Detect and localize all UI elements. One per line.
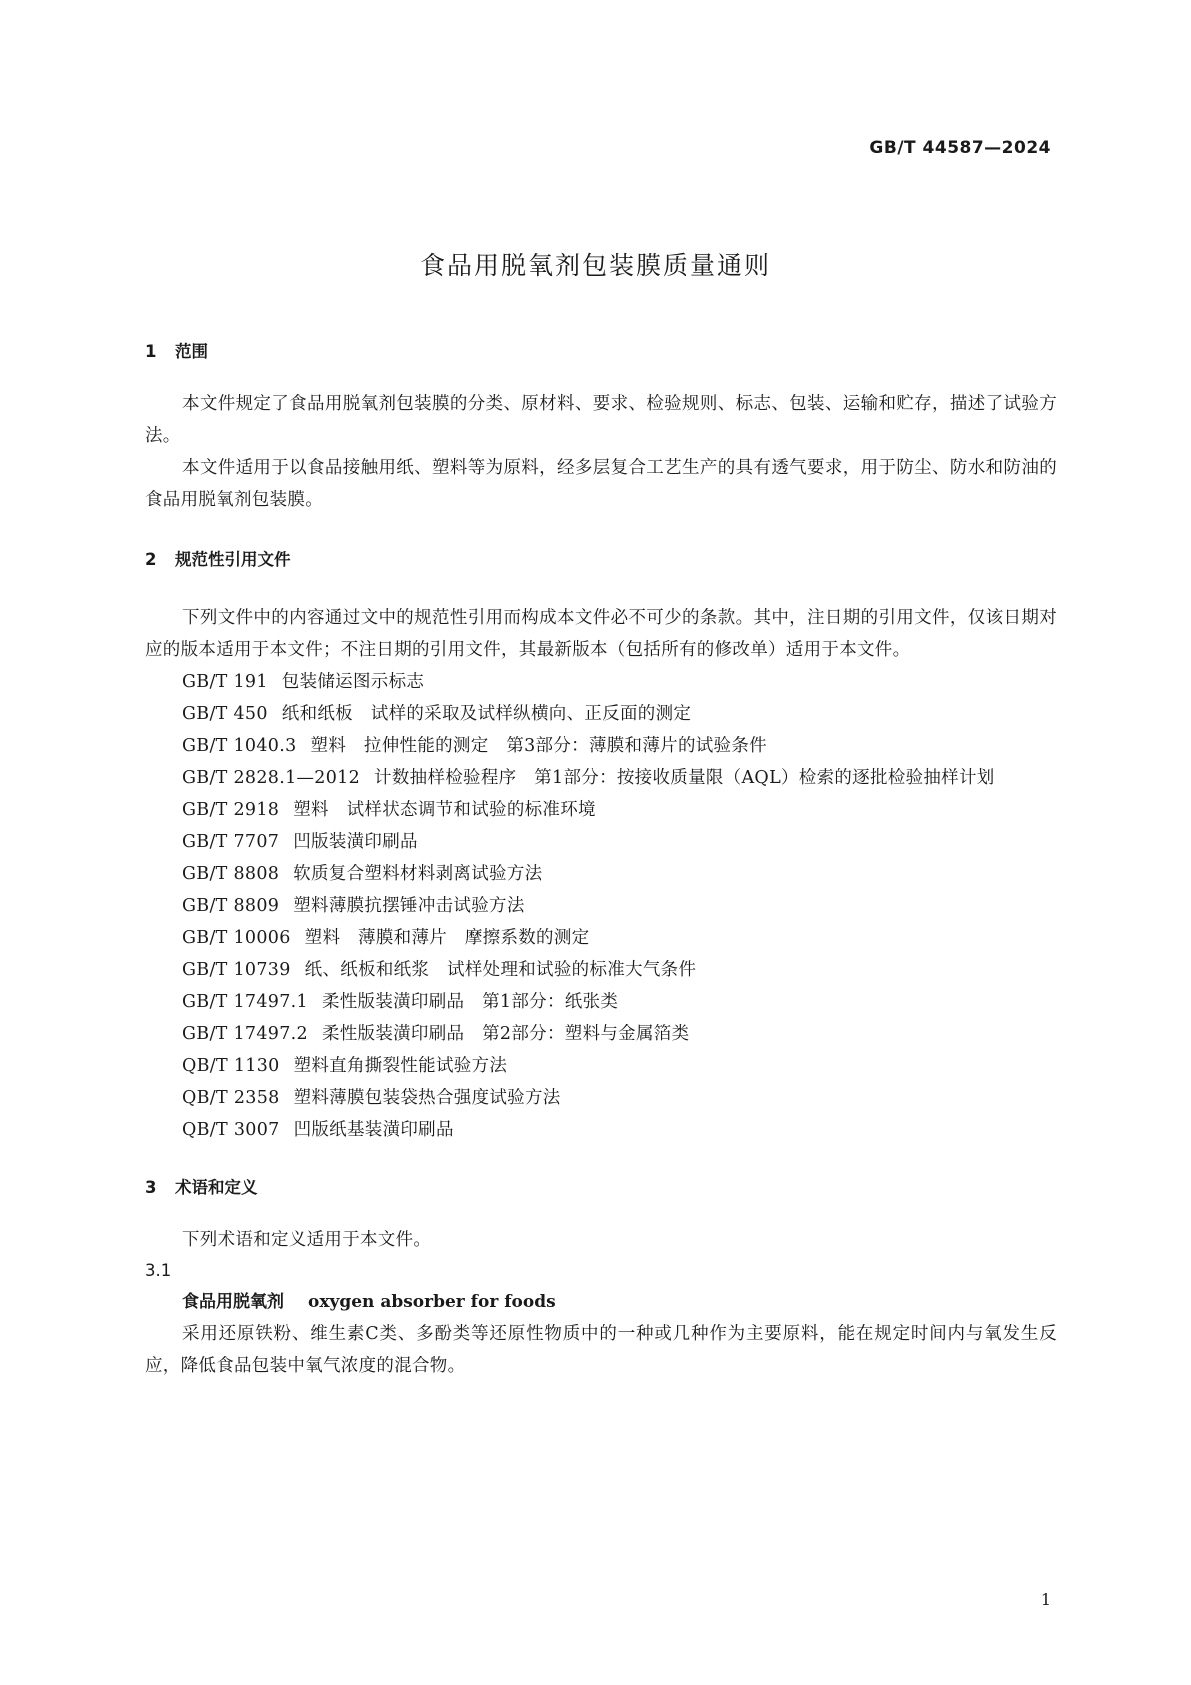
reference-item xyxy=(145,890,1057,922)
reference-title: 塑料 拉伸性能的测定 第3部分：薄膜和薄片的试验条件 xyxy=(310,736,767,756)
section-heading-normative-references xyxy=(145,548,1057,572)
section-title: 范围 xyxy=(175,342,208,361)
reference-item xyxy=(145,858,1057,890)
reference-item xyxy=(145,730,1057,762)
reference-item xyxy=(145,666,1057,698)
reference-item xyxy=(145,1050,1057,1082)
reference-item xyxy=(145,922,1057,954)
reference-code: GB/T 8808 xyxy=(182,864,280,884)
reference-code: GB/T 450 xyxy=(182,704,268,724)
reference-title: 软质复合塑料材料剥离试验方法 xyxy=(293,864,543,884)
section-title: 规范性引用文件 xyxy=(175,550,291,569)
section-title: 术语和定义 xyxy=(175,1178,258,1197)
reference-title: 塑料薄膜包装袋热合强度试验方法 xyxy=(293,1088,561,1108)
reference-title: 凹版装潢印刷品 xyxy=(293,832,418,852)
reference-item xyxy=(145,954,1057,986)
reference-title: 纸和纸板 试样的采取及试样纵横向、正反面的测定 xyxy=(281,704,692,724)
term-number: 3.1 xyxy=(145,1261,172,1280)
reference-code: GB/T 17497.1 xyxy=(182,992,308,1012)
document-title: 食品用脱氧剂包装膜质量通则 xyxy=(419,251,771,280)
scope-paragraph: 本文件规定了食品用脱氧剂包装膜的分类、原材料、要求、检验规则、标志、包装、运输和贮存，描述了试验方法。 xyxy=(145,394,1057,446)
reference-item xyxy=(145,1114,1057,1146)
reference-item xyxy=(145,826,1057,858)
document-body xyxy=(145,340,1057,1382)
reference-code: QB/T 2358 xyxy=(182,1088,280,1108)
page-number: 1 xyxy=(1040,1590,1051,1609)
reference-code: GB/T 2828.1—2012 xyxy=(182,768,361,788)
reference-code: GB/T 1040.3 xyxy=(182,736,297,756)
section-number: 1 xyxy=(145,342,157,361)
normative-refs-intro: 下列文件中的内容通过文中的规范性引用而构成本文件必不可少的条款。其中，注日期的引用文件，仅该日期对应的版本适用于本文件；不注日期的引用文件，其最新版本（包括所有的修改单）适用于本文件。 xyxy=(145,608,1057,660)
reference-item xyxy=(145,986,1057,1018)
reference-title: 柔性版装潢印刷品 第2部分：塑料与金属箔类 xyxy=(321,1024,690,1044)
term-name-en: oxygen absorber for foods xyxy=(308,1292,556,1312)
reference-item xyxy=(145,1082,1057,1114)
reference-code: GB/T 10006 xyxy=(182,928,291,948)
reference-title: 纸、纸板和纸浆 试样处理和试验的标准大气条件 xyxy=(304,960,697,980)
reference-item xyxy=(145,1018,1057,1050)
standard-number: GB/T 44587—2024 xyxy=(869,138,1051,158)
reference-title: 塑料薄膜抗摆锤冲击试验方法 xyxy=(293,896,525,916)
reference-title: 塑料 薄膜和薄片 摩擦系数的测定 xyxy=(304,928,590,948)
reference-code: GB/T 2918 xyxy=(182,800,280,820)
reference-code: GB/T 17497.2 xyxy=(182,1024,308,1044)
section-number: 2 xyxy=(145,550,157,569)
reference-code: GB/T 7707 xyxy=(182,832,280,852)
term-definition: 采用还原铁粉、维生素C类、多酚类等还原性物质中的一种或几种作为主要原料，能在规定时间内与氧发生反应，降低食品包装中氧气浓度的混合物。 xyxy=(145,1324,1057,1376)
reference-title: 凹版纸基装潢印刷品 xyxy=(293,1120,454,1140)
reference-title: 柔性版装潢印刷品 第1部分：纸张类 xyxy=(321,992,619,1012)
term-name xyxy=(145,1286,1057,1318)
section-heading-terms xyxy=(145,1176,1057,1200)
scope-paragraph: 本文件适用于以食品接触用纸、塑料等为原料，经多层复合工艺生产的具有透气要求，用于防尘、防水和防油的食品用脱氧剂包装膜。 xyxy=(145,458,1057,510)
reference-code: GB/T 191 xyxy=(182,672,268,692)
reference-code: QB/T 1130 xyxy=(182,1056,280,1076)
terms-intro: 下列术语和定义适用于本文件。 xyxy=(182,1230,432,1250)
reference-code: GB/T 10739 xyxy=(182,960,291,980)
section-heading-scope xyxy=(145,340,1057,364)
reference-code: QB/T 3007 xyxy=(182,1120,280,1140)
reference-title: 塑料 试样状态调节和试验的标准环境 xyxy=(293,800,596,820)
reference-title: 计数抽样检验程序 第1部分：按接收质量限（AQL）检索的逐批检验抽样计划 xyxy=(374,768,995,788)
reference-title: 塑料直角撕裂性能试验方法 xyxy=(293,1056,508,1076)
reference-item xyxy=(145,698,1057,730)
reference-title: 包装储运图示标志 xyxy=(281,672,425,692)
reference-item xyxy=(145,762,1057,794)
reference-code: GB/T 8809 xyxy=(182,896,280,916)
reference-item xyxy=(145,794,1057,826)
section-number: 3 xyxy=(145,1178,157,1197)
term-name-zh: 食品用脱氧剂 xyxy=(182,1292,284,1312)
